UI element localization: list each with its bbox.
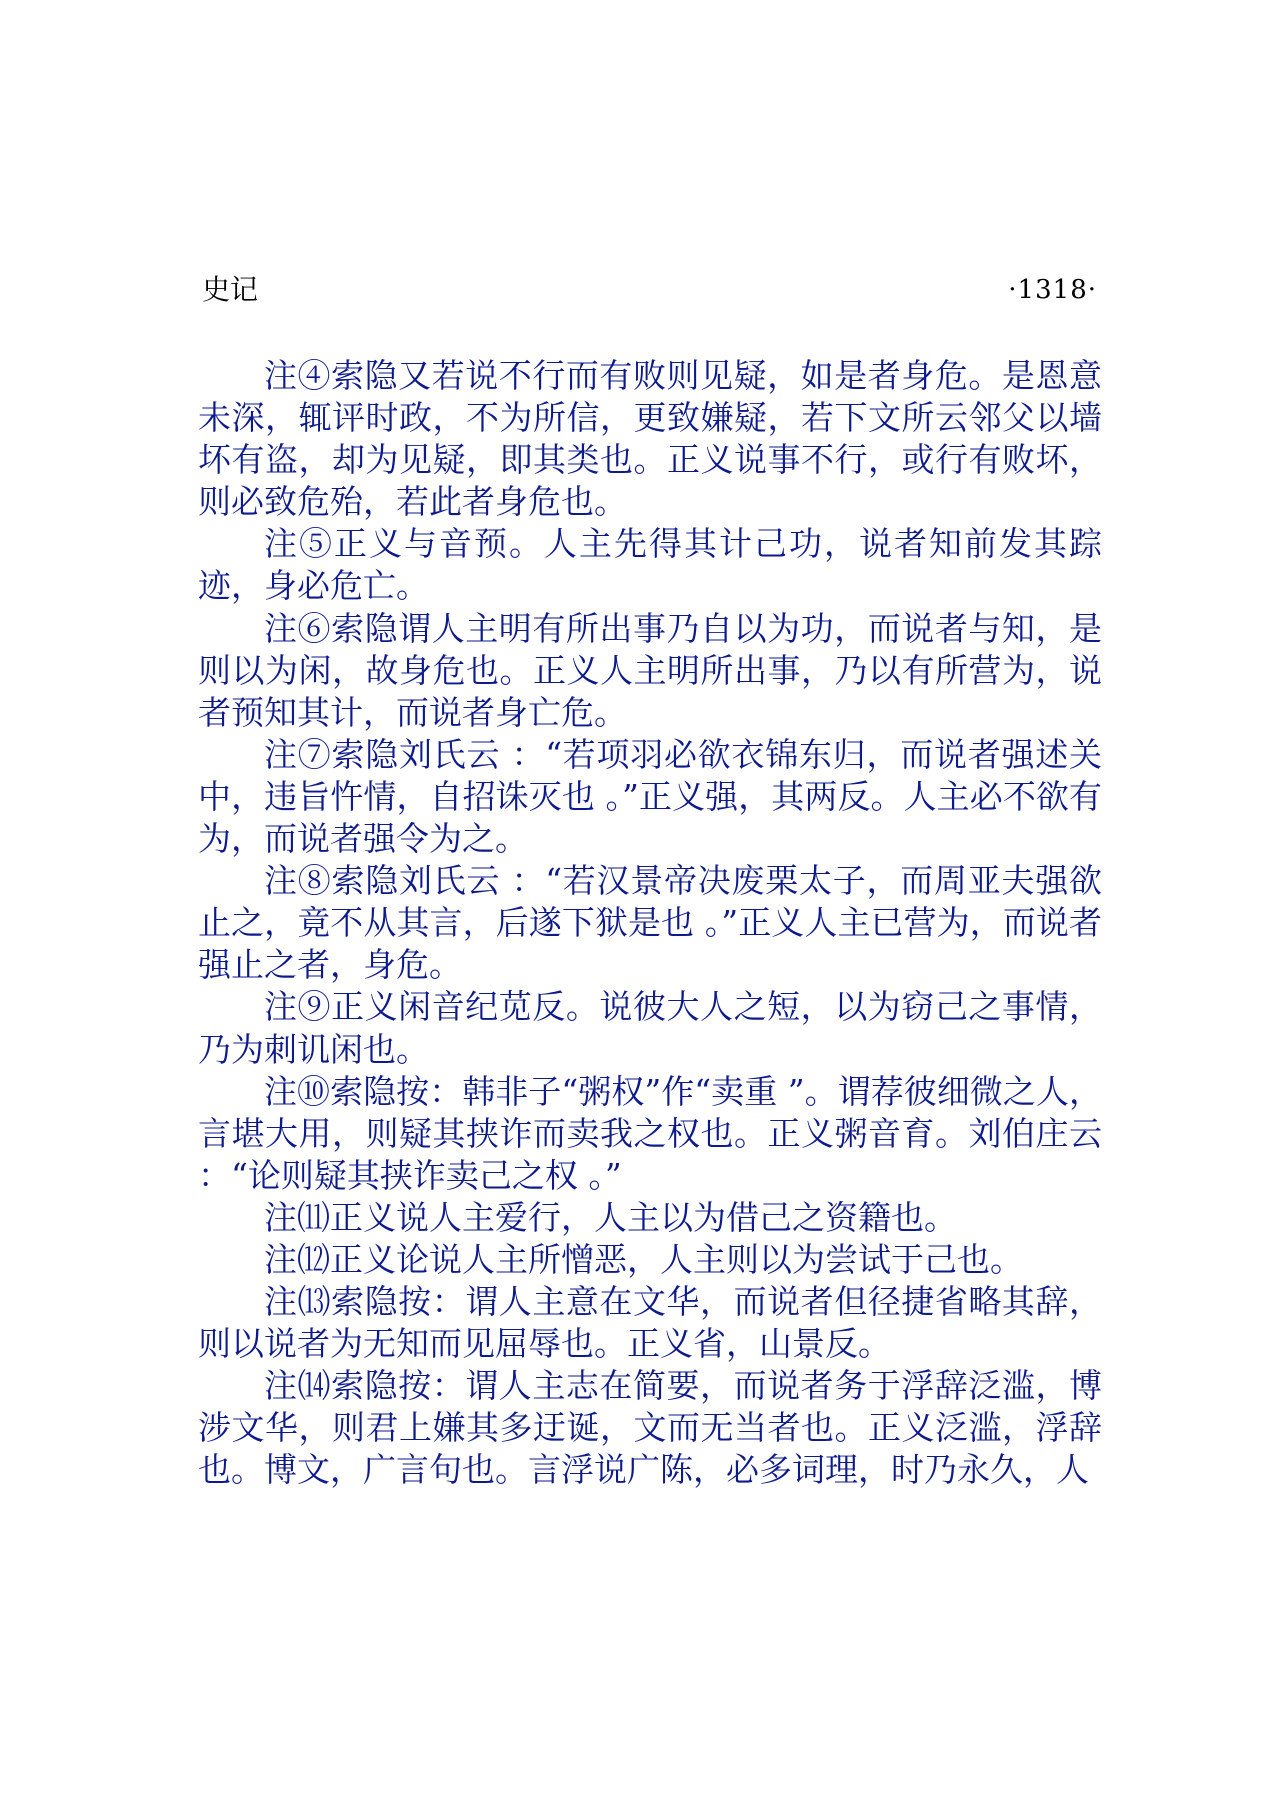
note-paragraph: 注⑥索隐谓人主明有所出事乃自以为功，而说者与知，是则以为闲，故身危也。正义人主明所出事，乃以有所营为，说者预知其计，而说者身亡危。 [198, 608, 1102, 732]
note-paragraph: 注⒀索隐按：谓人主意在文华，而说者但径捷省略其辞，则以说者为无知而见屈辱也。正义省，山景反。 [198, 1282, 1102, 1364]
note-paragraph: 注⒁索隐按：谓人主志在简要，而说者务于浮辞泛滥，博涉文华，则君上嫌其多迂诞，文而无当者也。正义泛滥，浮辞也。博文，广言句也。言浮说广陈，必多词理，时乃永久，人 [198, 1366, 1102, 1490]
book-title: 史记 [202, 273, 259, 306]
annotation-body [198, 355, 1102, 1492]
running-header [202, 270, 1097, 310]
note-paragraph: 注⑤正义与音预。人主先得其计己功，说者知前发其踪迹，身必危亡。 [198, 524, 1102, 606]
note-paragraph: 注⑿正义论说人主所憎恶，人主则以为尝试于己也。 [264, 1239, 1023, 1279]
note-paragraph: 注④索隐又若说不行而有败则见疑，如是者身危。是恩意未深，辄评时政，不为所信，更致嫌疑，若下文所云邻父以墙坏有盗，却为见疑，即其类也。正义说事不行，或行有败坏，则必致危殆，若此者身危也。 [198, 356, 1102, 522]
note-paragraph: 注⑩索隐按：韩非子“粥权”作“卖重 ”。谓荐彼细微之人，言堪大用，则疑其挟诈而卖我之权也。正义粥音育。刘伯庄云 ：“论则疑其挟诈卖己之权 。” [198, 1071, 1102, 1195]
note-paragraph: 注⑨正义闲音纪苋反。说彼大人之短，以为窃己之事情，乃为刺讥闲也。 [198, 987, 1102, 1069]
note-paragraph: 注⑦索隐刘氏云 ：“若项羽必欲衣锦东归，而说者强述关中，违旨忤情，自招诛灭也 。”正义强，其两反。人主必不欲有为，而说者强令为之。 [198, 734, 1102, 859]
page-number: ·1318· [1008, 275, 1097, 305]
note-paragraph: 注⑾正义说人主爱行，人主以为借己之资籍也。 [264, 1197, 957, 1237]
note-paragraph: 注⑧索隐刘氏云 ：“若汉景帝决废栗太子，而周亚夫强欲止之，竟不从其言，后遂下狱是也 。”正义人主已营为，而说者强止之者，身危。 [198, 861, 1102, 985]
